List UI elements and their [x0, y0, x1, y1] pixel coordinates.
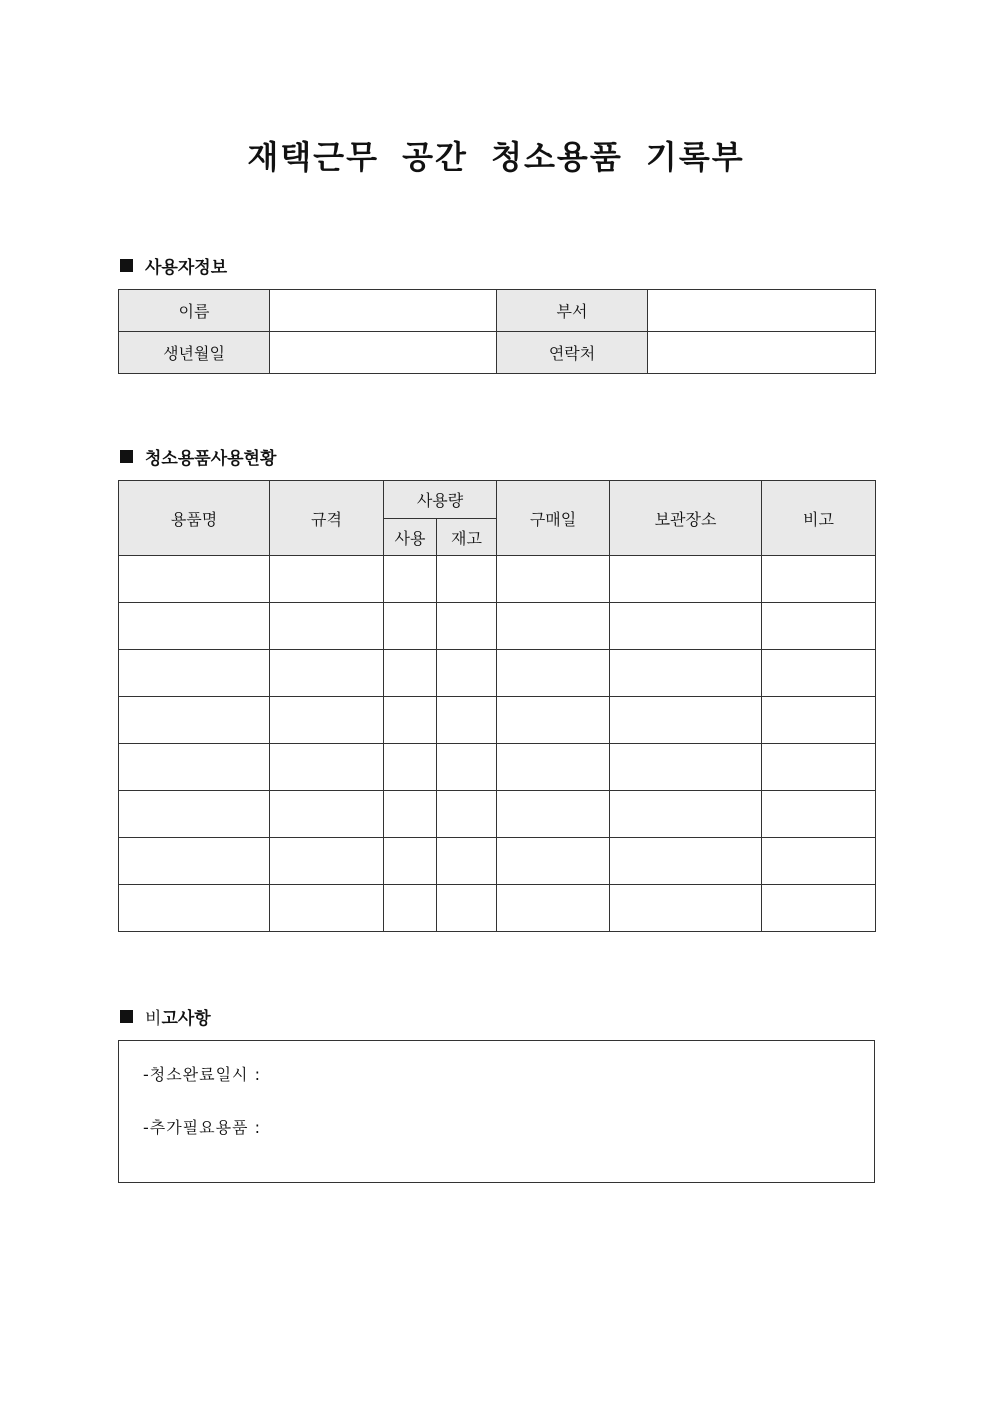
- cell-purchase-date[interactable]: [497, 697, 610, 744]
- cell-purchase-date[interactable]: [497, 603, 610, 650]
- cell-purchase-date[interactable]: [497, 744, 610, 791]
- cell-stock[interactable]: [437, 838, 497, 885]
- usage-heading-text: 청소용품사용현황: [145, 448, 277, 469]
- cell-item-name[interactable]: [119, 885, 270, 932]
- cell-used[interactable]: [384, 650, 437, 697]
- contact-label: 연락처: [497, 332, 648, 374]
- header-purchase-date: 구매일: [497, 481, 610, 556]
- table-row: [119, 650, 876, 697]
- header-storage: 보관장소: [610, 481, 762, 556]
- cell-used[interactable]: [384, 838, 437, 885]
- cell-remarks[interactable]: [762, 791, 876, 838]
- cell-remarks[interactable]: [762, 744, 876, 791]
- cell-used[interactable]: [384, 603, 437, 650]
- cell-item-name[interactable]: [119, 650, 270, 697]
- cell-purchase-date[interactable]: [497, 885, 610, 932]
- cell-stock[interactable]: [437, 650, 497, 697]
- table-row: [119, 838, 876, 885]
- cell-purchase-date[interactable]: [497, 791, 610, 838]
- header-used: 사용: [384, 519, 437, 556]
- square-bullet-icon: [120, 259, 133, 272]
- header-spec: 규격: [270, 481, 384, 556]
- cell-remarks[interactable]: [762, 697, 876, 744]
- page-title: 재택근무 공간 청소용품 기록부: [247, 138, 745, 176]
- cell-spec[interactable]: [270, 744, 384, 791]
- notes-box[interactable]: [118, 1040, 875, 1183]
- cell-spec[interactable]: [270, 838, 384, 885]
- cell-spec[interactable]: [270, 556, 384, 603]
- cell-stock[interactable]: [437, 603, 497, 650]
- cell-remarks[interactable]: [762, 885, 876, 932]
- name-field[interactable]: [270, 290, 497, 332]
- header-remarks: 비고: [762, 481, 876, 556]
- cell-spec[interactable]: [270, 603, 384, 650]
- contact-field[interactable]: [648, 332, 876, 374]
- user-info-heading: [120, 253, 227, 277]
- header-quantity: 사용량: [384, 481, 497, 519]
- cell-remarks[interactable]: [762, 650, 876, 697]
- notes-heading-prefix: 비: [145, 1008, 162, 1029]
- cell-stock[interactable]: [437, 791, 497, 838]
- cell-storage[interactable]: [610, 838, 762, 885]
- cell-storage[interactable]: [610, 603, 762, 650]
- cell-storage[interactable]: [610, 697, 762, 744]
- cell-spec[interactable]: [270, 791, 384, 838]
- cell-used[interactable]: [384, 744, 437, 791]
- birthdate-field[interactable]: [270, 332, 497, 374]
- table-row: [119, 791, 876, 838]
- notes-heading-rest: 고사항: [161, 1008, 211, 1029]
- header-item-name: 용품명: [119, 481, 270, 556]
- usage-heading: [120, 444, 276, 468]
- cell-used[interactable]: [384, 885, 437, 932]
- cell-stock[interactable]: [437, 556, 497, 603]
- cell-storage[interactable]: [610, 556, 762, 603]
- cell-item-name[interactable]: [119, 556, 270, 603]
- cell-used[interactable]: [384, 791, 437, 838]
- cell-stock[interactable]: [437, 885, 497, 932]
- cell-item-name[interactable]: [119, 791, 270, 838]
- birthdate-label: 생년월일: [119, 332, 270, 374]
- cell-remarks[interactable]: [762, 603, 876, 650]
- cell-spec[interactable]: [270, 650, 384, 697]
- usage-table: [118, 480, 876, 932]
- cell-stock[interactable]: [437, 697, 497, 744]
- usage-table-body: [119, 556, 876, 932]
- square-bullet-icon: [120, 1010, 133, 1023]
- user-info-table: [118, 289, 876, 374]
- department-field[interactable]: [648, 290, 876, 332]
- cell-item-name[interactable]: [119, 697, 270, 744]
- cell-spec[interactable]: [270, 697, 384, 744]
- cell-purchase-date[interactable]: [497, 556, 610, 603]
- user-info-heading-text: 사용자정보: [145, 257, 228, 278]
- note-additional-supplies: -추가필요용품 :: [143, 1118, 261, 1137]
- name-label: 이름: [119, 290, 270, 332]
- cell-storage[interactable]: [610, 885, 762, 932]
- table-row: [119, 556, 876, 603]
- header-stock: 재고: [437, 519, 497, 556]
- table-row: [119, 885, 876, 932]
- cell-purchase-date[interactable]: [497, 838, 610, 885]
- cell-remarks[interactable]: [762, 556, 876, 603]
- cell-storage[interactable]: [610, 791, 762, 838]
- cell-storage[interactable]: [610, 744, 762, 791]
- cell-purchase-date[interactable]: [497, 650, 610, 697]
- note-completion-datetime: -청소완료일시 :: [143, 1065, 261, 1084]
- cell-storage[interactable]: [610, 650, 762, 697]
- table-row: [119, 603, 876, 650]
- cell-used[interactable]: [384, 697, 437, 744]
- cell-spec[interactable]: [270, 885, 384, 932]
- cell-item-name[interactable]: [119, 603, 270, 650]
- cell-remarks[interactable]: [762, 838, 876, 885]
- cell-item-name[interactable]: [119, 838, 270, 885]
- table-row: [119, 697, 876, 744]
- cell-stock[interactable]: [437, 744, 497, 791]
- table-row: [119, 744, 876, 791]
- notes-heading: [120, 1004, 211, 1028]
- cell-used[interactable]: [384, 556, 437, 603]
- cell-item-name[interactable]: [119, 744, 270, 791]
- department-label: 부서: [497, 290, 648, 332]
- square-bullet-icon: [120, 450, 133, 463]
